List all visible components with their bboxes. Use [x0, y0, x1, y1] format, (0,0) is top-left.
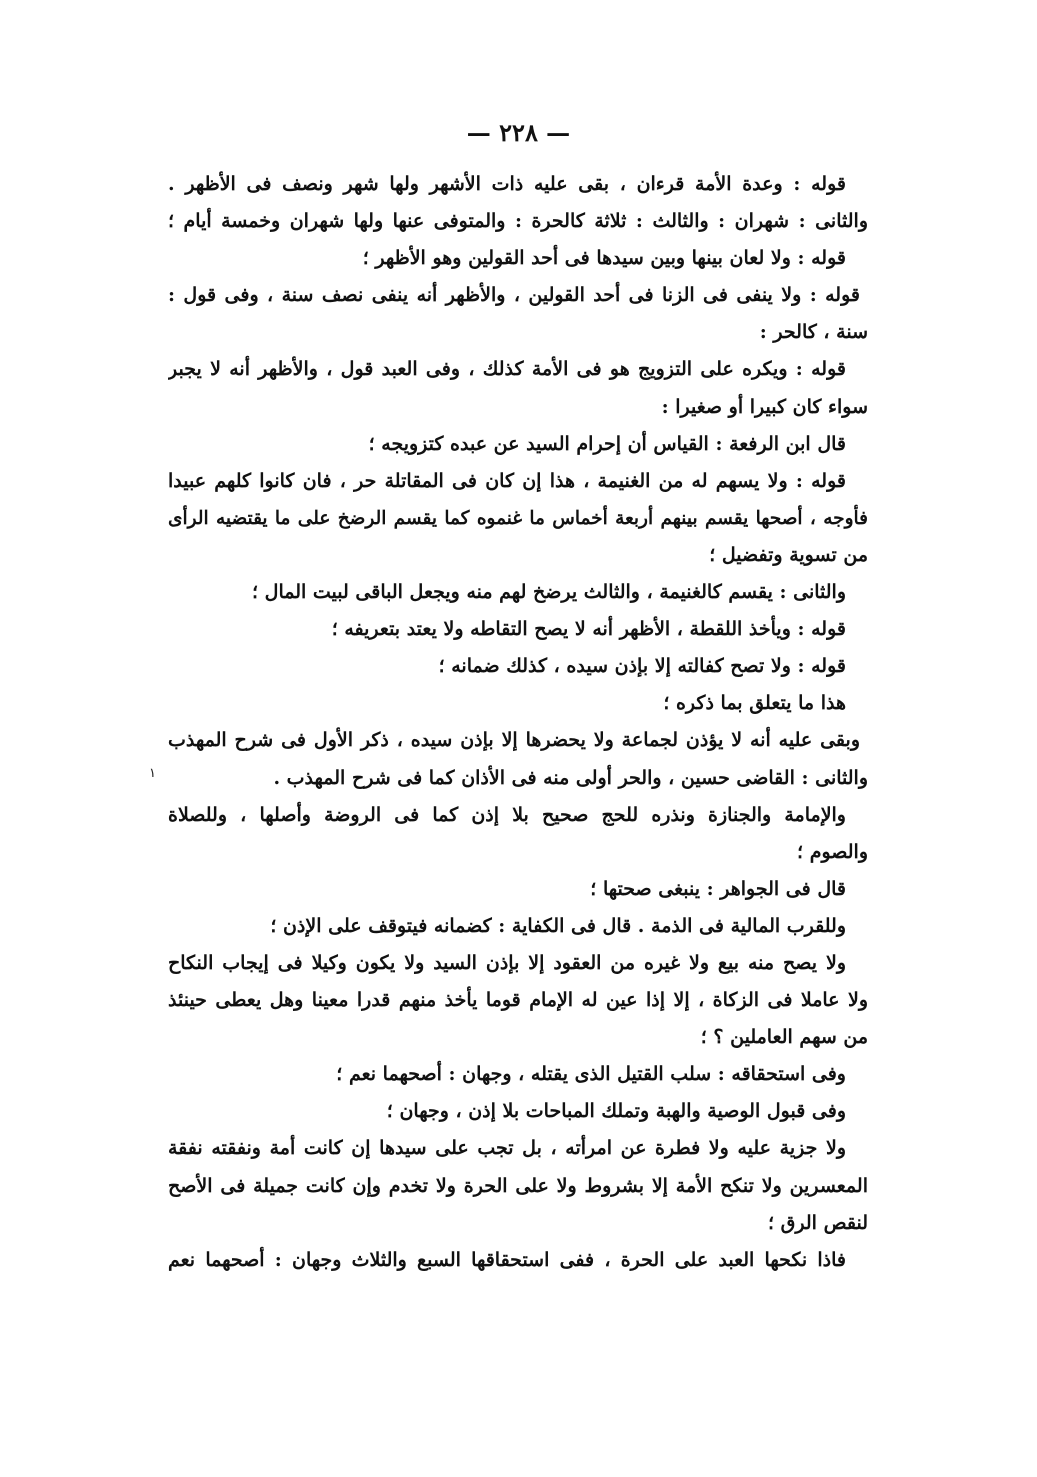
text-line: من سهم العاملين ؟ ؛	[700, 1026, 868, 1049]
text-line: وفى قبول الوصية والهبة وتملك المباحات بلا إذن ، وجهان ؛	[386, 1100, 846, 1123]
text-line: وبقى عليه أنه لا يؤذن لجماعة ولا يحضرها إلا بإذن سيده ، ذكر الأول فى شرح المهذب	[168, 729, 860, 752]
text-line: فاذا نكحها العبد على الحرة ، ففى استحقاقها السبع والثلاث وجهان : أصحهما نعم	[168, 1248, 846, 1271]
text-line: والثانى : شهران : والثالث : ثلاثة كالحرة : والمتوفى عنها ولها شهران وخمسة أيام ؛	[168, 210, 868, 233]
text-line: قوله : ولا يسهم له من الغنيمة ، هذا إن كان فى المقاتلة حر ، فان كانوا كلهم عبيدا	[168, 469, 846, 492]
page-number: — ٢٢٨ —	[466, 118, 571, 147]
text-line: قوله : ولا تصح كفالته إلا بإذن سيده ، كذلك ضمانه ؛	[438, 655, 846, 678]
text-line: سنة ، كالحر :	[759, 321, 868, 344]
footnote-marker: ١	[149, 766, 156, 781]
text-line: والإمامة والجنازة ونذره للحج صحيح بلا إذن كما فى الروضة وأصلها ، وللصلاة	[168, 803, 846, 826]
text-line: قال فى الجواهر : ينبغى صحتها ؛	[590, 877, 846, 900]
text-line: والثانى : يقسم كالغنيمة ، والثالث يرضخ لهم منه ويجعل الباقى لبيت المال ؛	[251, 581, 846, 604]
text-line: وفى استحقاقه : سلب القتيل الذى يقتله ، وجهان : أصحهما نعم ؛	[336, 1063, 846, 1086]
text-line: سواء كان كبيرا أو صغيرا :	[661, 395, 868, 418]
text-line: قال ابن الرفعة : القياس أن إحرام السيد عن عبده كتزويجه ؛	[368, 432, 846, 455]
text-line: قوله : ويأخذ اللقطة ، الأظهر أنه لا يصح التقاطه ولا يعتد بتعريفه ؛	[331, 618, 846, 641]
text-line: ولا يصح منه بيع ولا غيره من العقود إلا بإذن السيد ولا يكون وكيلا فى إيجاب النكاح	[168, 951, 846, 974]
text-line: ولا عاملا فى الزكاة ، إلا إذا عين له الإمام قوما يأخذ منهم قدرا معينا وهل يعطى حينئذ	[168, 989, 868, 1012]
text-line: قوله : ولا لعان بينها وبين سيدها فى أحد القولين وهو الأظهر ؛	[362, 247, 846, 270]
text-line: وللقرب المالية فى الذمة . قال فى الكفاية : كضمانه فيتوقف على الإذن ؛	[270, 914, 846, 937]
text-line: قوله : ولا ينفى فى الزنا فى أحد القولين ، والأظهر أنه ينفى نصف سنة ، وفى قول :	[168, 284, 860, 307]
text-line: قوله : وعدة الأمة قرءان ، بقى عليه ذات الأشهر ولها شهر ونصف فى الأظهر .	[168, 173, 846, 195]
text-line: والثانى : القاضى حسين ، والحر أولى منه فى الأذان كما فى شرح المهذب .	[273, 766, 868, 789]
text-line: من تسوية وتفضيل ؛	[709, 543, 868, 566]
text-line: لنقص الرق ؛	[768, 1211, 868, 1234]
text-line: قوله : ويكره على التزويج هو فى الأمة كذلك ، وفى العبد قول ، والأظهر أنه لا يجبر	[168, 358, 846, 381]
body-text	[168, 166, 868, 1279]
text-line: المعسرين ولا تنكح الأمة إلا بشروط ولا على الحرة ولا تخدم وإن كانت جميلة فى الأصح	[168, 1174, 868, 1197]
text-line: والصوم ؛	[797, 840, 868, 863]
text-line: فأوجه ، أصحها يقسم بينهم أربعة أخماس ما غنموه كما يقسم الرضخ على ما يقتضيه الرأى	[168, 507, 868, 529]
text-line: ولا جزية عليه ولا فطرة عن امرأته ، بل تجب على سيدها إن كانت أمة ونفقته نفقة	[168, 1137, 846, 1160]
text-line: هذا ما يتعلق بما ذكره ؛	[663, 692, 846, 715]
